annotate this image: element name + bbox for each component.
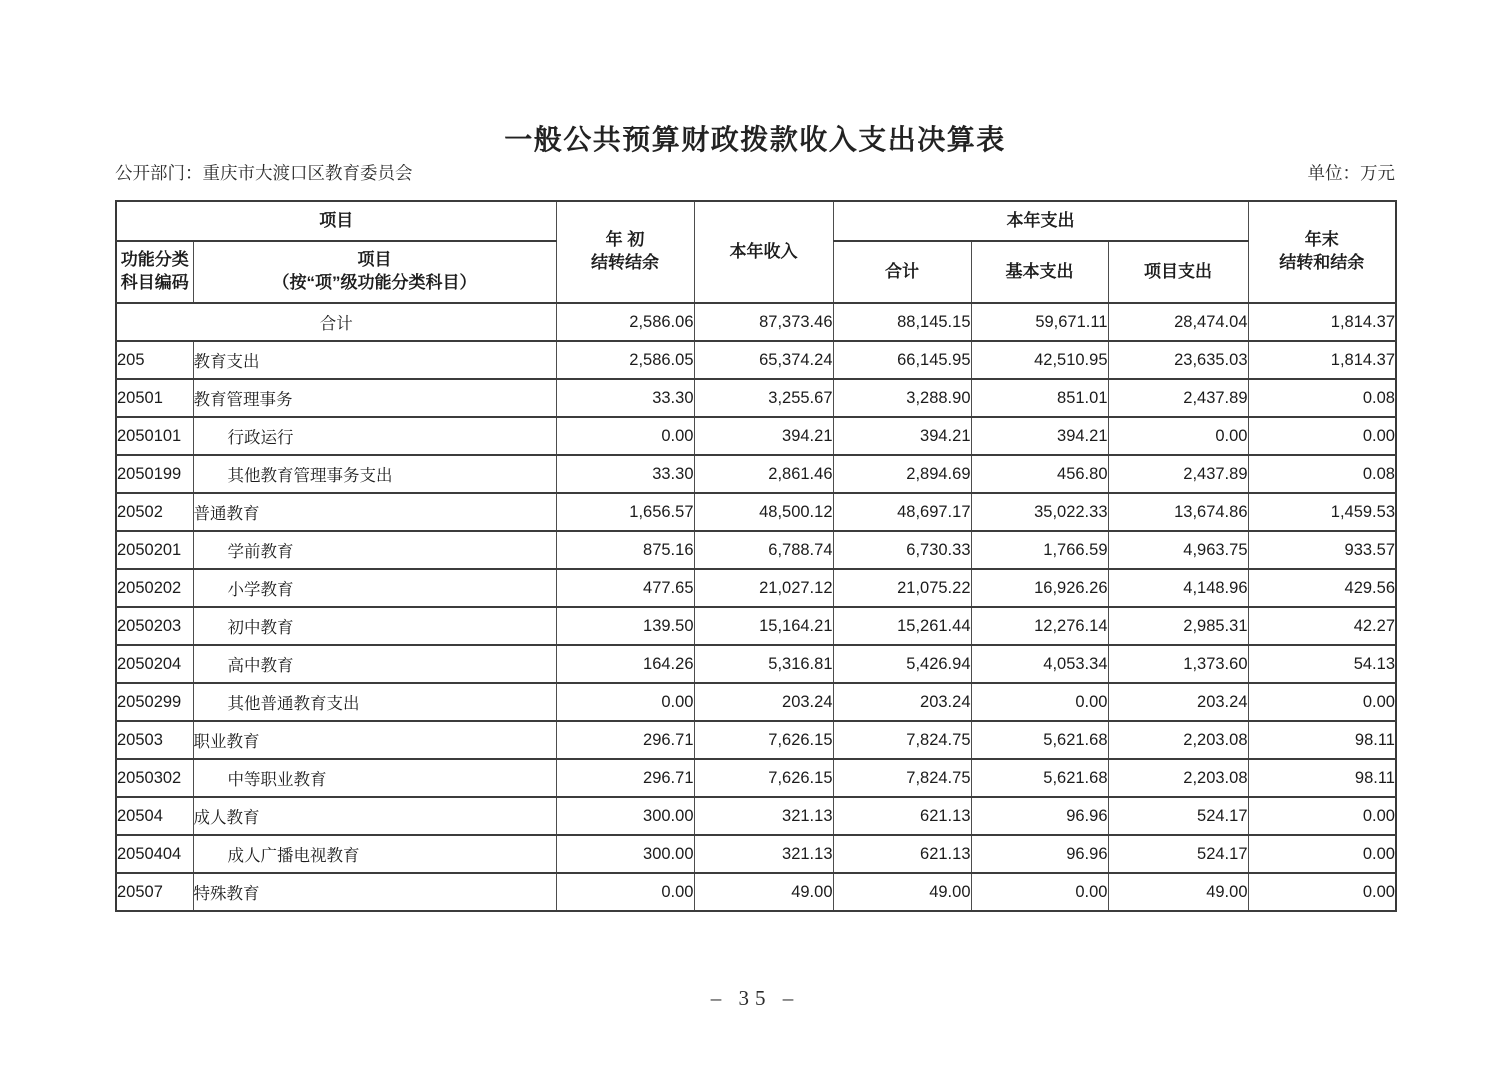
header-income: 本年收入 <box>694 201 833 303</box>
budget-table <box>115 200 1397 912</box>
table-row <box>116 379 1396 417</box>
row-value: 2,203.08 <box>1108 759 1248 797</box>
row-total-label: 合计 <box>116 303 556 341</box>
table-row <box>116 531 1396 569</box>
header-group-item: 项目 <box>116 201 556 241</box>
row-name: 教育支出 <box>193 341 556 379</box>
row-value: 15,164.21 <box>694 607 833 645</box>
row-value: 2,894.69 <box>833 455 971 493</box>
row-value: 0.00 <box>971 683 1108 721</box>
row-value: 33.30 <box>556 379 694 417</box>
row-value: 933.57 <box>1248 531 1396 569</box>
row-value: 0.00 <box>1248 873 1396 911</box>
table-body <box>116 303 1396 911</box>
row-value: 35,022.33 <box>971 493 1108 531</box>
table-row <box>116 759 1396 797</box>
row-value: 7,824.75 <box>833 759 971 797</box>
header-item-name <box>193 241 556 303</box>
table-row <box>116 303 1396 341</box>
row-name: 学前教育 <box>193 531 556 569</box>
table-row <box>116 873 1396 911</box>
table-row <box>116 493 1396 531</box>
row-value: 394.21 <box>833 417 971 455</box>
row-value: 296.71 <box>556 759 694 797</box>
row-value: 203.24 <box>833 683 971 721</box>
row-value: 48,697.17 <box>833 493 971 531</box>
row-value: 23,635.03 <box>1108 341 1248 379</box>
header-begin-balance-line2: 结转结余 <box>591 253 659 272</box>
row-name: 成人广播电视教育 <box>193 835 556 873</box>
header-expense-total: 合计 <box>833 241 971 303</box>
table-row <box>116 455 1396 493</box>
row-value: 4,963.75 <box>1108 531 1248 569</box>
row-value: 7,626.15 <box>694 759 833 797</box>
header-code-line1: 功能分类 <box>120 250 189 270</box>
table-row <box>116 607 1396 645</box>
row-name: 职业教育 <box>193 721 556 759</box>
row-value: 88,145.15 <box>833 303 971 341</box>
row-code: 2050202 <box>116 569 193 607</box>
row-value: 524.17 <box>1108 835 1248 873</box>
header-code <box>116 241 193 303</box>
unit-label: 单位：万元 <box>1307 163 1395 183</box>
page-title: 一般公共预算财政拨款收入支出决算表 <box>504 125 1006 156</box>
row-value: 851.01 <box>971 379 1108 417</box>
row-name: 初中教育 <box>193 607 556 645</box>
row-value: 3,255.67 <box>694 379 833 417</box>
row-value: 321.13 <box>694 835 833 873</box>
row-value: 49.00 <box>833 873 971 911</box>
header-end-balance-line2: 结转和结余 <box>1279 253 1365 272</box>
row-value: 33.30 <box>556 455 694 493</box>
row-value: 59,671.11 <box>971 303 1108 341</box>
row-value: 42,510.95 <box>971 341 1108 379</box>
row-value: 1,459.53 <box>1248 493 1396 531</box>
row-code: 20503 <box>116 721 193 759</box>
row-value: 2,861.46 <box>694 455 833 493</box>
row-value: 7,626.15 <box>694 721 833 759</box>
row-value: 0.08 <box>1248 455 1396 493</box>
header-expense-project: 项目支出 <box>1108 241 1248 303</box>
row-value: 49.00 <box>1108 873 1248 911</box>
table-row <box>116 721 1396 759</box>
row-value: 621.13 <box>833 797 971 835</box>
row-value: 28,474.04 <box>1108 303 1248 341</box>
row-value: 394.21 <box>971 417 1108 455</box>
row-value: 0.00 <box>556 683 694 721</box>
row-value: 1,814.37 <box>1248 303 1396 341</box>
row-value: 66,145.95 <box>833 341 971 379</box>
row-value: 96.96 <box>971 797 1108 835</box>
row-value: 21,027.12 <box>694 569 833 607</box>
table-row <box>116 341 1396 379</box>
row-value: 300.00 <box>556 835 694 873</box>
row-value: 1,656.57 <box>556 493 694 531</box>
row-code: 2050302 <box>116 759 193 797</box>
row-code: 20502 <box>116 493 193 531</box>
row-value: 65,374.24 <box>694 341 833 379</box>
row-value: 48,500.12 <box>694 493 833 531</box>
row-code: 20507 <box>116 873 193 911</box>
row-value: 2,586.06 <box>556 303 694 341</box>
row-value: 1,814.37 <box>1248 341 1396 379</box>
row-value: 1,766.59 <box>971 531 1108 569</box>
row-value: 164.26 <box>556 645 694 683</box>
row-value: 13,674.86 <box>1108 493 1248 531</box>
row-value: 12,276.14 <box>971 607 1108 645</box>
row-value: 98.11 <box>1248 721 1396 759</box>
row-value: 300.00 <box>556 797 694 835</box>
row-value: 4,148.96 <box>1108 569 1248 607</box>
table-row <box>116 569 1396 607</box>
row-value: 0.00 <box>971 873 1108 911</box>
row-value: 394.21 <box>694 417 833 455</box>
row-value: 1,373.60 <box>1108 645 1248 683</box>
row-value: 203.24 <box>1108 683 1248 721</box>
row-value: 5,621.68 <box>971 759 1108 797</box>
row-value: 4,053.34 <box>971 645 1108 683</box>
row-value: 96.96 <box>971 835 1108 873</box>
row-code: 2050404 <box>116 835 193 873</box>
row-value: 429.56 <box>1248 569 1396 607</box>
row-code: 20501 <box>116 379 193 417</box>
row-code: 2050201 <box>116 531 193 569</box>
header-end-balance-line1: 年末 <box>1304 230 1339 250</box>
row-value: 2,985.31 <box>1108 607 1248 645</box>
row-value: 98.11 <box>1248 759 1396 797</box>
row-value: 7,824.75 <box>833 721 971 759</box>
row-value: 87,373.46 <box>694 303 833 341</box>
row-value: 42.27 <box>1248 607 1396 645</box>
budget-table-wrap <box>115 200 1395 912</box>
row-name: 中等职业教育 <box>193 759 556 797</box>
row-value: 5,426.94 <box>833 645 971 683</box>
row-name: 特殊教育 <box>193 873 556 911</box>
row-value: 2,586.05 <box>556 341 694 379</box>
row-code: 2050204 <box>116 645 193 683</box>
row-code: 2050299 <box>116 683 193 721</box>
row-code: 2050203 <box>116 607 193 645</box>
row-value: 0.00 <box>1248 835 1396 873</box>
row-value: 0.08 <box>1248 379 1396 417</box>
row-name: 行政运行 <box>193 417 556 455</box>
row-value: 0.00 <box>556 417 694 455</box>
row-value: 0.00 <box>1248 797 1396 835</box>
row-name: 高中教育 <box>193 645 556 683</box>
row-value: 54.13 <box>1248 645 1396 683</box>
table-header <box>116 201 1396 303</box>
row-name: 成人教育 <box>193 797 556 835</box>
row-value: 21,075.22 <box>833 569 971 607</box>
row-value: 524.17 <box>1108 797 1248 835</box>
row-value: 5,621.68 <box>971 721 1108 759</box>
row-value: 15,261.44 <box>833 607 971 645</box>
header-end-balance <box>1248 201 1396 303</box>
table-row <box>116 417 1396 455</box>
table-row <box>116 683 1396 721</box>
row-value: 203.24 <box>694 683 833 721</box>
row-value: 456.80 <box>971 455 1108 493</box>
row-value: 321.13 <box>694 797 833 835</box>
header-expense-basic: 基本支出 <box>971 241 1108 303</box>
header-item-name-line2: （按“项”级功能分类科目） <box>272 273 477 292</box>
row-value: 2,437.89 <box>1108 379 1248 417</box>
row-value: 6,730.33 <box>833 531 971 569</box>
row-code: 2050199 <box>116 455 193 493</box>
row-name: 小学教育 <box>193 569 556 607</box>
row-code: 20504 <box>116 797 193 835</box>
row-name: 教育管理事务 <box>193 379 556 417</box>
row-value: 139.50 <box>556 607 694 645</box>
page-number: – 35 – <box>710 986 800 1010</box>
department-label: 公开部门：重庆市大渡口区教育委员会 <box>115 163 413 183</box>
table-row <box>116 645 1396 683</box>
row-code: 205 <box>116 341 193 379</box>
header-begin-balance-line1: 年 初 <box>605 230 645 250</box>
row-value: 0.00 <box>1108 417 1248 455</box>
row-code: 2050101 <box>116 417 193 455</box>
row-value: 0.00 <box>1248 417 1396 455</box>
header-code-line2: 科目编码 <box>120 273 189 292</box>
meta-row <box>115 160 1395 185</box>
header-item-name-line1: 项目 <box>357 250 392 270</box>
header-begin-balance <box>556 201 694 303</box>
row-value: 875.16 <box>556 531 694 569</box>
table-row <box>116 835 1396 873</box>
table-row <box>116 797 1396 835</box>
row-value: 16,926.26 <box>971 569 1108 607</box>
row-value: 0.00 <box>556 873 694 911</box>
row-value: 477.65 <box>556 569 694 607</box>
row-name: 其他教育管理事务支出 <box>193 455 556 493</box>
row-value: 3,288.90 <box>833 379 971 417</box>
header-group-expense: 本年支出 <box>833 201 1248 241</box>
row-value: 0.00 <box>1248 683 1396 721</box>
row-value: 2,203.08 <box>1108 721 1248 759</box>
row-value: 5,316.81 <box>694 645 833 683</box>
row-name: 普通教育 <box>193 493 556 531</box>
row-value: 2,437.89 <box>1108 455 1248 493</box>
row-value: 6,788.74 <box>694 531 833 569</box>
row-value: 296.71 <box>556 721 694 759</box>
row-name: 其他普通教育支出 <box>193 683 556 721</box>
row-value: 49.00 <box>694 873 833 911</box>
header-row-1 <box>116 201 1396 241</box>
row-value: 621.13 <box>833 835 971 873</box>
